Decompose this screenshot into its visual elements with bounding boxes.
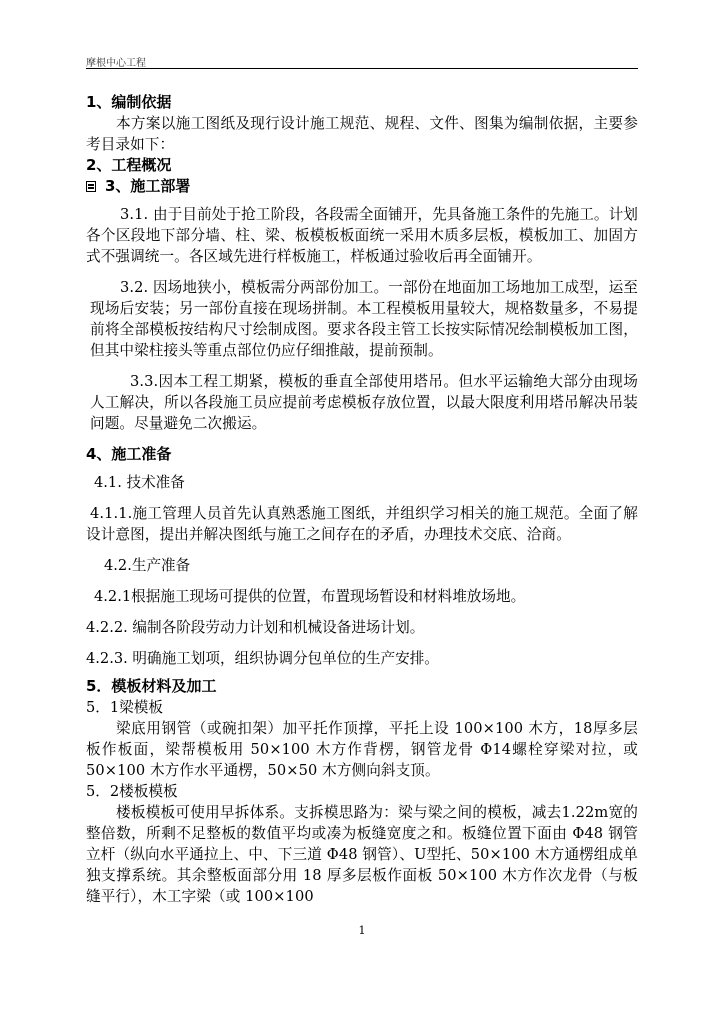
section-3-3-paragraph: 3.3.因本工程工期紧，模板的垂直全部使用塔吊。但水平运输绝大部分由现场人工解决，所以各段施工员应提前考虑模板存放位置，以最大限度利用塔吊解决吊装问题。尽量避免二次搬运。 [90, 373, 638, 432]
section-3-1-paragraph: 3.1. 由于目前处于抢工阶段，各段需全面铺开，先具备施工条件的先施工。计划各个区段地下部分墙、柱、梁、板模板板面统一采用木质多层板，模板加工、加固方式不强调统一。各区域先进行样板施工，样板通过验收后再全面铺开。 [86, 206, 638, 265]
section-3-heading [86, 176, 638, 197]
section-5-1-paragraph: 梁底用钢管（或碗扣架）加平托作顶撑，平托上设 100×100 木方，18厚多层板作板面，梁帮模板用 50×100 木方作背楞，钢管龙骨 Φ14螺栓穿梁对拉，或 50×100 木方作水平通楞，50×50 木方侧向斜支顶。 [86, 720, 638, 779]
section-5-2-paragraph: 楼板模板可使用早拆体系。支拆模思路为：梁与梁之间的模板，减去1.22m宽的整倍数，所剩不足整板的数值平均或凑为板缝宽度之和。板缝位置下面由 Φ48 钢管立杆（纵向水平通拉上、中、下三道 Φ48 钢管）、U型托、50×100 木方通楞组成单独支撑系统。其余整板面部分用 18 厚多层板作面板 50×100 木方作次龙骨（与板缝平行），木工字梁（或 100×100 [86, 804, 638, 905]
header-rule [86, 68, 638, 69]
section-3-title: 3、施工部署 [105, 177, 191, 195]
section-5-title: 5．模板材料及加工 [86, 677, 217, 695]
document-map-icon [86, 181, 96, 192]
section-4-title: 4、施工准备 [86, 445, 172, 463]
section-4-1-title: 4.1. 技术准备 [94, 474, 185, 491]
section-1-paragraph: 本方案以施工图纸及现行设计施工规范、规程、文件、图集为编制依据，主要参考目录如下： [86, 115, 638, 153]
section-4-2-3-line: 4.2.3. 明确施工划项，组织协调分包单位的生产安排。 [86, 650, 439, 667]
section-5-2-title: 5．2楼板模板 [86, 783, 178, 800]
section-3-2-paragraph: 3.2. 因场地狭小，模板需分两部份加工。一部份在地面加工场地加工成型，运至现场后安装；另一部份直接在现场拼制。本工程模板用量较大，规格数量多，不易提前将全部模板按结构尺寸绘制成图。要求各段主管工长按实际情况绘制模板加工图，但其中梁柱接头等重点部位仍应仔细推敲，提前预制。 [90, 279, 638, 359]
page-number: 1 [358, 924, 366, 937]
section-4-2-1-line: 4.2.1根据施工现场可提供的位置，布置现场暂设和材料堆放场地。 [94, 588, 526, 605]
section-4-1-1-paragraph: 4.1.1.施工管理人员首先认真熟悉施工图纸，并组织学习相关的施工规范。全面了解设计意图，提出并解决图纸与施工之间存在的矛盾，办理技术交底、洽商。 [86, 505, 638, 543]
section-4-2-title: 4.2.生产准备 [104, 557, 191, 574]
section-2-title: 2、工程概况 [86, 156, 172, 174]
section-1-title: 1、编制依据 [86, 93, 172, 111]
section-5-1-title: 5．1梁模板 [86, 699, 163, 716]
page-header: 摩根中心工程 [86, 58, 146, 69]
document-body [86, 92, 638, 907]
section-4-2-2-line: 4.2.2. 编制各阶段劳动力计划和机械设备进场计划。 [86, 619, 425, 636]
